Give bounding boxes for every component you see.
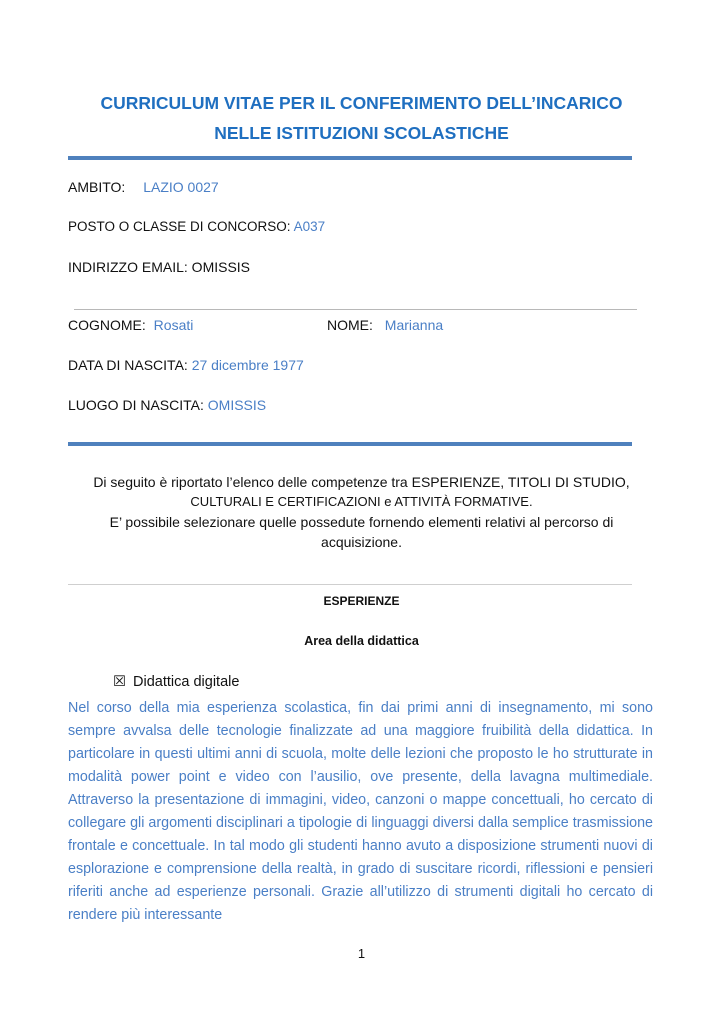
experience-body: Nel corso della mia esperienza scolastica, fin dai primi anni di insegnamento, mi sono sempre avvalsa delle tecnologie finalizzate ad una maggiore fruibilità della didattica. In particolare in questi ultimi anni di scuola, molte delle lezioni che proposto le ho strutturate in modalità power point e video con l’ausilio, ove presente, della lavagna multimediale. Attraverso la presentazione di immagini, video, canzoni o mappe concettuali, ho cercato di collegare gli argomenti disciplinari a tipologie di linguaggi diversi dalla semplice trasmissione frontale e concettuale. In tal modo gli studenti hanno avuto a disposizione strumenti nuovi di esplorazione e comprensione della realtà, in grado di suscitare ricordi, riflessioni e pensieri riferiti anche ad esperienze personali. Grazie all’utilizzo di strumenti digitali ho cercato di rendere più interessante — [68, 700, 653, 923]
posto-row — [68, 219, 325, 234]
title-line-1: CURRICULUM VITAE PER IL CONFERIMENTO DELL’INCARICO — [100, 93, 623, 113]
document-title — [60, 88, 663, 148]
didattica-digitale-item — [113, 674, 239, 690]
checkbox-checked-icon[interactable]: ☒ — [113, 674, 126, 690]
intro-line-3: E’ possibile selezionare quelle possedute fornendo elementi relativi al percorso di — [109, 514, 614, 530]
intro-paragraph — [70, 472, 653, 552]
data-nascita-value: 27 dicembre 1977 — [191, 357, 304, 373]
cognome-label: COGNOME: — [68, 317, 146, 333]
section-divider — [68, 584, 632, 585]
luogo-nascita-value: OMISSIS — [207, 397, 267, 413]
ambito-value: LAZIO 0027 — [143, 179, 219, 195]
data-nascita-row — [68, 357, 304, 373]
data-nascita-label: DATA DI NASCITA: — [68, 357, 188, 373]
nome-value: Marianna — [384, 317, 444, 333]
thin-divider — [74, 309, 637, 310]
posto-label: POSTO O CLASSE DI CONCORSO: — [68, 219, 291, 234]
email-row — [68, 259, 250, 275]
luogo-nascita-label: LUOGO DI NASCITA: — [68, 397, 204, 413]
cognome-value: Rosati — [153, 317, 194, 333]
page-number: 1 — [357, 946, 366, 961]
cognome-row — [68, 317, 193, 333]
intro-line-2: CULTURALI E CERTIFICAZIONI e ATTIVITÀ FORMATIVE. — [190, 494, 533, 509]
section-subheading: Area della didattica — [304, 634, 419, 648]
ambito-label: AMBITO: — [68, 179, 126, 195]
nome-label: NOME: — [327, 317, 373, 333]
top-divider — [68, 156, 632, 160]
middle-divider — [68, 442, 632, 446]
section-heading: ESPERIENZE — [323, 594, 400, 608]
posto-value: A037 — [293, 219, 326, 234]
nome-row — [327, 317, 443, 333]
intro-line-1: Di seguito è riportato l’elenco delle competenze tra ESPERIENZE, TITOLI DI STUDIO, — [93, 474, 630, 490]
luogo-nascita-row — [68, 397, 266, 413]
email-label: INDIRIZZO EMAIL: OMISSIS — [68, 259, 251, 275]
ambito-row — [68, 179, 219, 195]
intro-line-4: acquisizione. — [321, 534, 402, 550]
title-line-2: NELLE ISTITUZIONI SCOLASTICHE — [214, 123, 509, 143]
item-label: Didattica digitale — [133, 674, 240, 690]
